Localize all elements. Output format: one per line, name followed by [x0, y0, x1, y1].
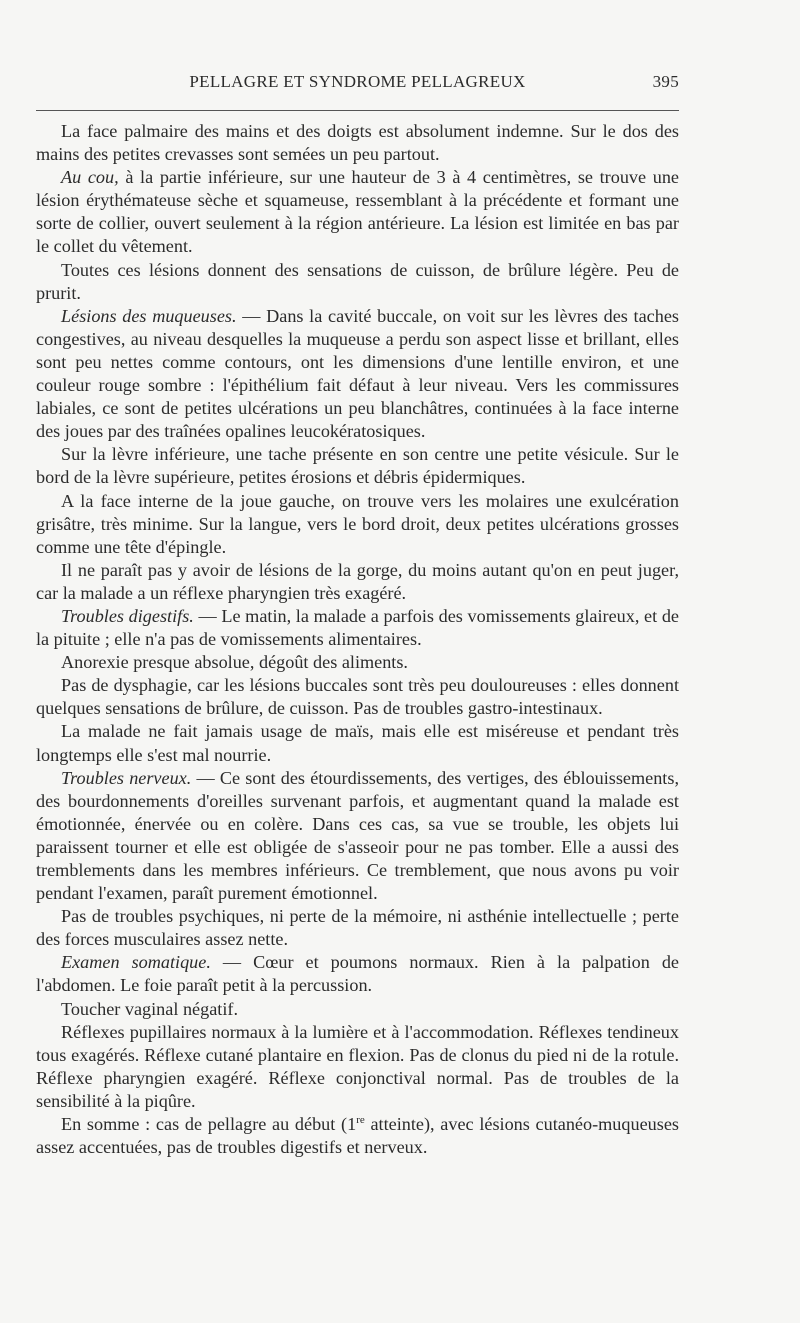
paragraph-text: Pas de dysphagie, car les lésions buccales sont très peu douloureuses : elles donnent quelques sensations de brûlure, de cuisson. Pas de troubles gastro-intestinaux. [36, 675, 679, 719]
conclusion-text-end: atteinte), avec lésions cutanéo-muqueuses assez accentuées, pas de troubles digestifs et nerveux. [36, 1114, 679, 1158]
paragraph [36, 720, 679, 766]
paragraph-text: — Dans la cavité buccale, on voit sur les lèvres des taches congestives, au niveau desquelles la muqueuse a perdu son aspect lisse et brillant, elles sont peu nettes comme contours, ont les dimensions d'une lentille environ, et une couleur rouge sombre : l'épithélium fait défaut à leur niveau. Vers les commissures labiales, ce sont de petites ulcérations un peu blanchâtres, continuées à la face interne des joues par des traînées opalines leucokératosiques. [36, 305, 679, 442]
paragraph [36, 674, 679, 720]
paragraph-text: Il ne paraît pas y avoir de lésions de la gorge, du moins autant qu'on en peut juger, car la malade a un réflexe pharyngien très exagéré. [36, 559, 679, 603]
running-header [36, 72, 679, 98]
paragraph-text: Réflexes pupillaires normaux à la lumière et à l'accommodation. Réflexes tendineux tous exagérés. Réflexe cutané plantaire en flexion. Pas de clonus du pied ni de la rotule. Réflexe pharyngien exagéré. Réflexe conjonctival normal. Pas de troubles de la sensibilité à la piqûre. [36, 1021, 679, 1111]
paragraph-text: — Le matin, la malade a parfois des vomissements glaireux, et de la pituite ; elle n'a pas de vomissements alimentaires. [36, 605, 679, 650]
paragraph [36, 259, 679, 305]
paragraph [36, 559, 679, 605]
running-title: PELLAGRE ET SYNDROME PELLAGREUX [189, 72, 526, 91]
paragraph-text: — Cœur et poumons normaux. Rien à la palpation de l'abdomen. Le foie paraît petit à la percussion. [36, 952, 680, 996]
paragraph-text: — Ce sont des étourdissements, des vertiges, des éblouissements, des bourdonnements d'oreilles survenant parfois, et augmentant quand la malade est émotionnée, énervée ou en colère. Dans ces cas, sa vue se trouble, les objets lui paraissent tourner et elle est obligée de s'asseoir pour ne pas tomber. Elle a aussi des tremblements dans les membres inférieurs. Ce tremblement, que nous avons pu voir pendant l'examen, paraît purement émotionnel. [36, 767, 679, 904]
paragraph [36, 951, 679, 997]
page-number: 395 [652, 72, 679, 91]
body-text [36, 120, 679, 1159]
paragraph [36, 651, 679, 674]
paragraph-lead: Lésions des muqueuses. [61, 305, 237, 326]
paragraph-text: Pas de troubles psychiques, ni perte de la mémoire, ni asthénie intellectuelle ; perte des forces musculaires assez nette. [36, 906, 679, 950]
paragraph [36, 905, 679, 951]
paragraph [36, 767, 679, 906]
paragraph-text: à la partie inférieure, sur une hauteur de 3 à 4 centimètres, se trouve une lésion érythémateuse sèche et squameuse, ressemblant à la précédente et formant une sorte de collier, ouvert seulement à la région antérieure. La lésion est limitée en bas par le collet du vêtement. [36, 167, 679, 257]
paragraph [36, 605, 679, 651]
paragraph-lead: Examen somatique. [61, 952, 211, 973]
paragraph-text: La malade ne fait jamais usage de maïs, mais elle est miséreuse et pendant très longtemps elle s'est mal nourrie. [36, 721, 679, 765]
paragraph [36, 305, 679, 444]
paragraph [36, 120, 679, 166]
paragraph-text: Sur la lèvre inférieure, une tache présente en son centre une petite vésicule. Sur le bord de la lèvre supérieure, petites érosions et débris épidermiques. [36, 444, 679, 488]
paragraph [36, 490, 679, 559]
paragraph [36, 998, 679, 1021]
header-rule [36, 110, 679, 111]
paragraph-lead: Au cou, [61, 167, 119, 188]
paragraph-text: Toucher vaginal négatif. [61, 998, 238, 1019]
paragraph-text: La face palmaire des mains et des doigts est absolument indemne. Sur le dos des mains des petites crevasses sont semées un peu partout. [36, 121, 679, 165]
paragraph [36, 166, 679, 258]
ordinal-superscript: re [356, 1113, 365, 1126]
paragraph [36, 1021, 679, 1113]
paragraph [36, 443, 679, 489]
paragraph-text: Anorexie presque absolue, dégoût des aliments. [61, 652, 408, 673]
paragraph-conclusion [36, 1113, 679, 1159]
paragraph-text: A la face interne de la joue gauche, on trouve vers les molaires une exulcération grisâtre, très minime. Sur la langue, vers le bord droit, deux petites ulcérations grosses comme une tête d'épingle. [36, 490, 679, 557]
conclusion-text-start: En somme : cas de pellagre au début (1 [61, 1114, 357, 1135]
paragraph-text: Toutes ces lésions donnent des sensations de cuisson, de brûlure légère. Peu de prurit. [36, 259, 679, 303]
paragraph-lead: Troubles digestifs. [61, 605, 194, 626]
paragraph-lead: Troubles nerveux. [61, 767, 192, 788]
